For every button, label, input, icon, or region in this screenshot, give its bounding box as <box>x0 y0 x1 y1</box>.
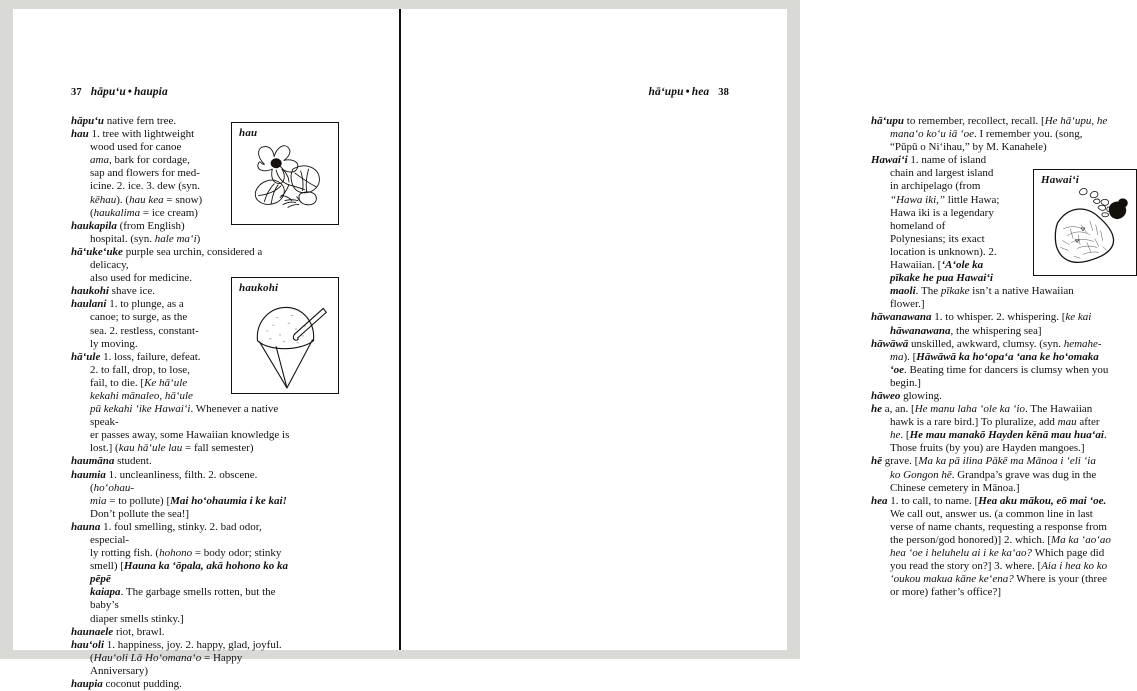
dictionary-entry: hā‘ule 1. loss, failure, defeat. 2. to fall, drop, to lose, fail, to die. [Ke hā‘ule kekahi mānaleo, hā‘ule pū kekahi ‘ike Hawai‘i. Whenever a native speak- er passes away, some Hawaiian knowledge is lost.] (kau hā‘ule lau = fall semester) <box>71 350 290 455</box>
entry-headword: Hawai‘i <box>871 154 908 167</box>
dictionary-entry: he a, an. [He manu laha ‘ole ka ‘io. The Hawaiian hawk is a rare bird.] To pluralize, add mau after he. [He mau manakō Hayden kēnā mau hua‘ai. Those fruits (by you) are Hayden mangoes.] <box>871 403 1107 455</box>
entry-headword: haunaele <box>71 625 114 638</box>
figure-haukohi <box>231 277 339 394</box>
entry-headword: haukapila <box>71 219 117 232</box>
dictionary-entry: hea 1. to call, to name. [Hea aku mākou, eō mai ‘oe. We call out, answer us. (a common line in last verse of name chants, requesting a response from the person/god honored)] 2. which. [Ma ka ‘ao‘ao hea ‘oe i heluhelu ai i ke ka‘ao? Which page did you read the story on?] 3. where. [Aia i hea ko ko ‘oukou makua kāne ke‘ena? Where is your (three or more) father’s office?] <box>871 494 1111 599</box>
dictionary-entry: haumāna student. <box>71 455 152 468</box>
left-page-folio: 37 <box>71 87 82 98</box>
entry-headword: hā‘upu <box>871 115 905 127</box>
left-page <box>13 9 399 691</box>
right-page-folio: 38 <box>718 87 729 98</box>
entry-headword: he <box>871 403 882 416</box>
hawaiian-islands-map-icon <box>1034 170 1136 275</box>
left-runhead-last-word: haupia <box>133 86 168 98</box>
dictionary-entry: hē grave. [Ma ka pā ilina Pākē ma Mānoa i ‘eli ‘ia ko Gongon hē. Grandpa’s grave was dug in the Chinese cemetery in Mānoa.] <box>871 455 1097 494</box>
dictionary-entry: haunaele riot, brawl. <box>71 625 165 638</box>
entry-headword: hea <box>871 494 888 507</box>
hibiscus-flower-icon <box>232 123 338 224</box>
dictionary-entry: hāwanawana 1. to whisper. 2. whispering. [ke kai hāwanawana, the whispering sea] <box>871 311 1092 337</box>
shave-ice-cone-icon <box>232 278 338 393</box>
dictionary-entry: hau 1. tree with lightweight wood used for canoe ama, bark for cordage, sap and flowers for med- icine. 2. ice. 3. dew (syn. kēhau). (hau kea = snow) (haukalima = ice cream) <box>71 128 203 219</box>
right-page-running-head <box>648 86 729 98</box>
figure-caption: Hawai‘i <box>1041 174 1080 186</box>
right-runhead-last-word: hea <box>691 86 710 98</box>
entry-headword: hau‘oli <box>71 638 105 651</box>
dictionary-entry: hā‘uke‘uke purple sea urchin, considered a delicacy, also used for medicine. <box>71 245 263 285</box>
left-runhead-separator: • <box>127 86 132 98</box>
entry-headword: hau <box>71 128 89 141</box>
dictionary-entry: haupia coconut pudding. <box>71 678 182 691</box>
scan-edge-left <box>0 0 13 659</box>
entry-headword: hāwāwā <box>871 337 909 350</box>
dictionary-entry: hāwāwā unskilled, awkward, clumsy. (syn. hemahe- ma). [Hāwāwā ka ho‘opa‘a ‘ana ke ho‘omaka ‘oe. Beating time for dancers is clumsy when you begin.] <box>871 337 1109 389</box>
dictionary-entry: hauna 1. foul smelling, stinky. 2. bad odor, especial- ly rotting fish. (hohono = body odor; stinky smell) [Hauna ka ‘ōpala, akā hohono ko ka pēpē kaiapa. The garbage smells rotten, but the baby’s diaper smells stinky.] <box>71 520 289 625</box>
figure-caption: haukohi <box>239 282 279 294</box>
entry-headword: hā‘ule <box>71 350 101 363</box>
entry-headword: hāweo <box>871 389 901 402</box>
entry-headword: haumāna <box>71 455 115 468</box>
entry-headword: haukohi <box>71 285 109 298</box>
entry-headword: hāwanawana <box>871 311 932 324</box>
entry-headword: haupia <box>71 678 103 691</box>
entry-headword: haumia <box>71 468 106 481</box>
dictionary-entry: hau‘oli 1. happiness, joy. 2. happy, glad, joyful. (Hau‘oli Lā Ho‘omana‘o = Happy Anniversary) <box>71 638 282 677</box>
left-page-running-head <box>71 86 168 98</box>
left-runhead-first-word: hāpu‘u <box>90 86 126 98</box>
figure-hawaii <box>1033 169 1137 276</box>
dictionary-entry: haukohi shave ice. <box>71 285 156 298</box>
entry-headword: hē <box>871 455 882 468</box>
right-runhead-separator: • <box>685 86 690 98</box>
dictionary-entry: hāweo glowing. <box>871 389 942 402</box>
entry-headword: hā‘uke‘uke <box>71 245 123 258</box>
entry-headword: hauna <box>71 520 101 533</box>
dictionary-entry: haumia 1. uncleanliness, filth. 2. obscene. (ho‘ohau- mia = to pollute) [Mai ho‘ohaumia i ke kai! Don’t pollute the sea!] <box>71 468 287 520</box>
scan-edge-top <box>0 0 800 9</box>
right-runhead-first-word: hā‘upu <box>648 86 684 98</box>
dictionary-entry: hā‘upu to remember, recollect, recall. [He hā‘upu, he mana‘o ko‘u iā ‘oe. I remember you. (song, “Pūpū o Ni‘ihau,” by M. Kanahele) <box>871 115 1108 154</box>
dictionary-entry: Hawai‘i 1. name of island chain and largest island in archipelago (from “Hawa iki,” little Hawa; Hawa iki is a legendary homeland of Polynesians; its exact location is unknown). 2. Hawaiian. [‘A‘ole ka pīkake he pua Hawai‘i maoli. The pīkake isn’t a native Hawaiian flower.] <box>871 154 1074 311</box>
scan-edge-right <box>787 0 800 659</box>
right-page <box>401 9 1111 650</box>
figure-caption: hau <box>239 127 258 139</box>
entry-headword: hāpu‘u <box>71 115 105 127</box>
dictionary-entry: haukapila (from English) hospital. (syn. hale ma‘i) <box>71 219 201 245</box>
entry-definition: native fern tree. <box>104 115 177 127</box>
figure-hau <box>231 122 339 225</box>
dictionary-entry: haulani 1. to plunge, as a canoe; to surge, as the sea. 2. restless, constant- ly moving. <box>71 298 199 350</box>
entry-headword: haulani <box>71 298 107 311</box>
